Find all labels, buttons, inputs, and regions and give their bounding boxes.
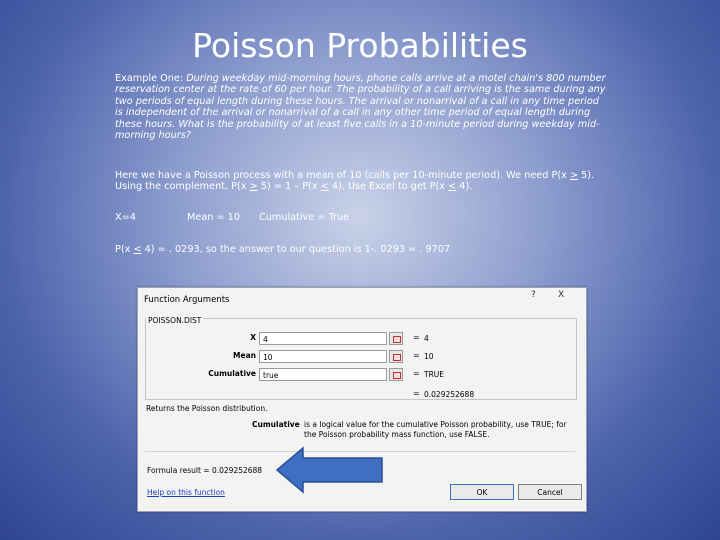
le-symbol: < <box>448 181 457 193</box>
formula-result: Formula result = 0.029252688 <box>147 466 263 475</box>
cumulative-result: TRUE <box>424 370 445 379</box>
x-input[interactable]: 4 <box>259 332 387 345</box>
range-select-icon[interactable] <box>389 368 403 381</box>
slide-title: Poisson Probabilities <box>192 26 528 65</box>
x-result: 4 <box>424 334 429 343</box>
total-result: 0.029252688 <box>424 390 475 399</box>
equals-sign: = <box>413 333 420 342</box>
cumulative-input[interactable]: true <box>259 368 387 381</box>
help-link[interactable]: Help on this function <box>147 488 225 497</box>
cancel-button[interactable]: Cancel <box>518 484 582 500</box>
example-label: Example One: <box>115 73 187 84</box>
argument-help-text: is a logical value for the cumulative Poisson probability, use TRUE; for the Poisson probability mass function, use FALSE. <box>304 420 567 439</box>
close-icon[interactable]: X <box>558 290 565 300</box>
mean-param: Mean = 10 <box>187 212 240 223</box>
range-select-icon[interactable] <box>389 332 403 345</box>
help-icon[interactable]: ? <box>531 290 536 300</box>
dialog-title: Function Arguments <box>144 295 230 305</box>
cumulative-param: Cumulative = True <box>259 212 350 223</box>
mean-label: Mean <box>233 351 256 360</box>
x-param: X=4 <box>115 212 136 223</box>
ge-symbol: > <box>569 170 579 181</box>
equals-sign: = <box>413 389 420 398</box>
explanation-text: Here we have a Poisson process with a mean of 10 (calls per 10-minute period). We need P(x <box>115 170 570 181</box>
le-symbol: < <box>320 181 329 193</box>
equals-sign: = <box>413 369 420 378</box>
explanation-text: 4). Use Excel to get P(x <box>328 181 449 193</box>
mean-input[interactable]: 10 <box>259 350 387 363</box>
answer-paragraph <box>115 244 607 255</box>
cumulative-label: Cumulative <box>208 369 256 378</box>
mean-result: 10 <box>424 352 434 361</box>
function-description: Returns the Poisson distribution. <box>146 404 268 413</box>
parameters-line <box>115 212 607 223</box>
left-arrow-icon <box>275 446 385 494</box>
explanation-paragraph <box>115 170 607 193</box>
example-text: During weekday mid-morning hours, phone calls arrive at a motel chain's 800 number reservation center at the rate of 60 per hour. The probability of a call arriving is the same during any two periods of equal length during these hours. The arrival or nonarrival of a call in any time period is independent of the arrival or nonarrival of a call in any other time period of equal length during these hours. What is the probability of at least five calls in a 10-minute period during weekday mid-morning hours? <box>115 73 606 142</box>
le-symbol: < <box>133 244 142 255</box>
example-paragraph <box>115 73 607 141</box>
answer-text: P(x <box>115 244 134 255</box>
x-label: X <box>250 333 256 342</box>
explanation-text: 5) = 1 – P(x <box>257 181 321 193</box>
function-name: POISSON.DIST <box>148 316 202 325</box>
ge-symbol: > <box>249 181 258 193</box>
range-select-icon[interactable] <box>389 350 403 363</box>
argument-help-label: Cumulative <box>252 420 300 429</box>
ok-button[interactable]: OK <box>450 484 514 500</box>
explanation-text: 5). Using the complement, P(x <box>115 170 595 193</box>
equals-sign: = <box>413 351 420 360</box>
answer-text: 4) = . 0293, so the answer to our question is 1-. 0293 = . 9707 <box>141 244 451 255</box>
explanation-text: 4). <box>456 181 473 193</box>
